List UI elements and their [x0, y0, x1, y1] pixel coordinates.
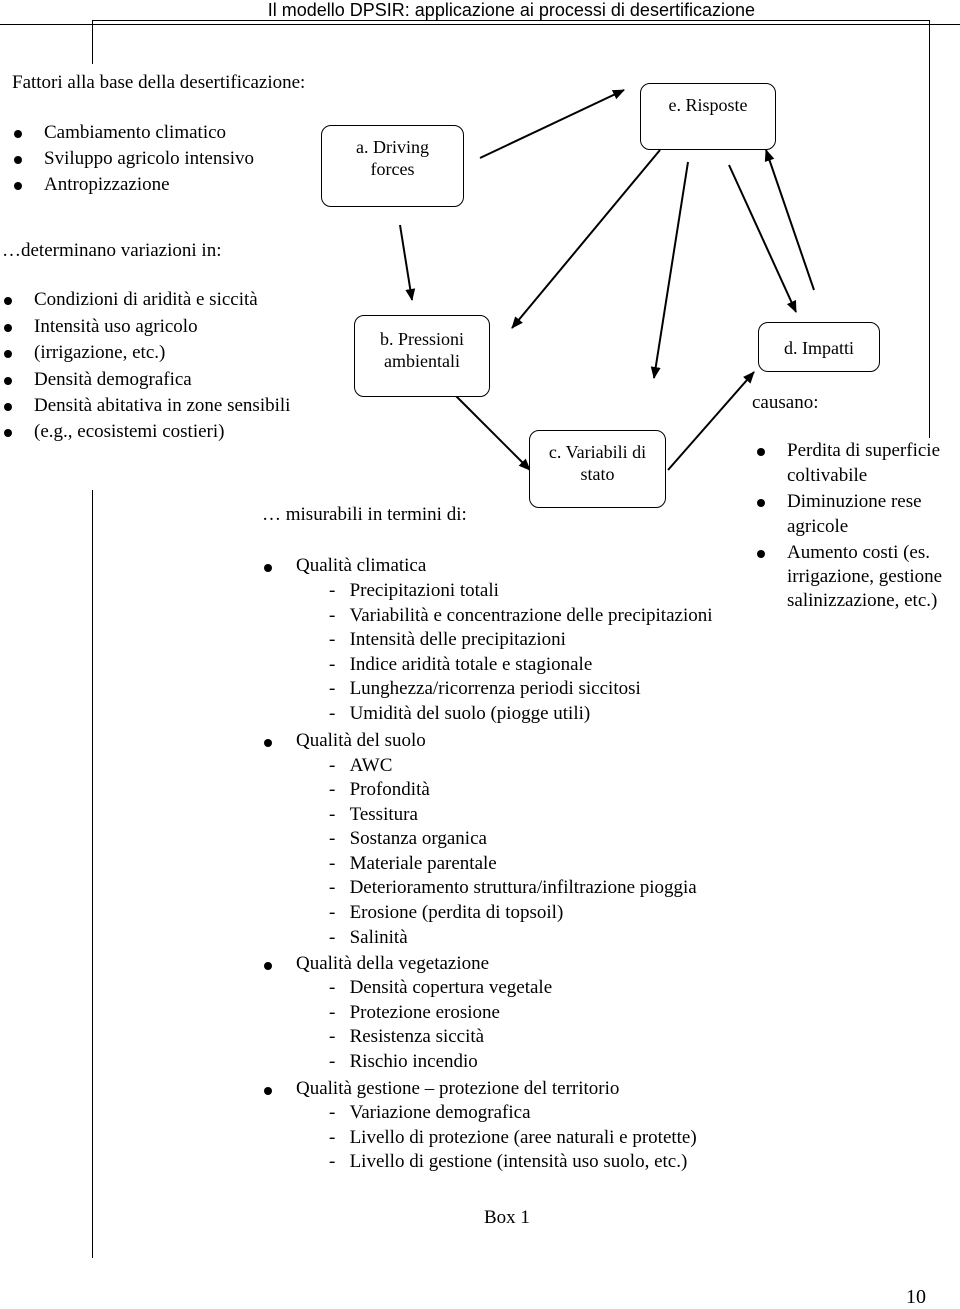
impacts-heading: causano: — [752, 392, 819, 413]
bullet-icon — [4, 377, 12, 385]
measure-item-text: Umidità del suolo (piogge utili) — [349, 703, 591, 724]
arrow-e-to-c — [654, 162, 688, 378]
box-a-line2: forces — [370, 159, 415, 179]
impact-item: Perdita di superficie — [787, 440, 941, 461]
bullet-icon — [264, 962, 272, 970]
page-header-title: Il modello DPSIR: applicazione ai processi di desertificazione — [267, 0, 755, 20]
measure-group-title: Qualità climatica — [296, 555, 427, 576]
measure-group-title: Qualità della vegetazione — [296, 953, 490, 974]
measure-item-text: Tessitura — [349, 804, 418, 825]
factor-item: Antropizzazione — [44, 174, 170, 195]
variation-item: (e.g., ecosistemi costieri) — [34, 421, 225, 442]
box-variabili-stato — [529, 430, 666, 508]
bullet-icon — [4, 350, 12, 358]
bullet-icon — [4, 324, 12, 332]
box-b-line2: ambientali — [384, 351, 460, 371]
variation-item: Intensità uso agricolo — [34, 316, 198, 337]
measure-item: - Variabilità e concentrazione delle precipitazioni — [329, 605, 713, 626]
bullet-icon — [4, 297, 12, 305]
measure-item-text: Densità copertura vegetale — [349, 977, 553, 998]
arrow-e-to-d — [729, 165, 796, 312]
arrow-c-to-d — [668, 372, 754, 470]
variation-item: (irrigazione, etc.) — [34, 342, 166, 363]
measure-item: - Livello di gestione (intensità uso suolo, etc.) — [329, 1151, 688, 1172]
box-c-line1: c. Variabili di — [548, 442, 647, 462]
measure-item-text: Precipitazioni totali — [349, 580, 499, 601]
impact-item: salinizzazione, etc.) — [787, 590, 938, 611]
measure-item-text: Indice aridità totale e stagionale — [349, 654, 593, 675]
arrow-a-to-b — [400, 225, 412, 300]
measure-item-text: Salinità — [349, 927, 408, 948]
box-a-line1: a. Driving — [356, 137, 429, 157]
variation-item: Densità demografica — [34, 369, 192, 390]
bullet-icon — [757, 448, 765, 456]
arrow-d-to-e — [766, 150, 814, 290]
measure-item: - Profondità — [329, 779, 430, 800]
factors-heading: Fattori alla base della desertificazione: — [12, 72, 306, 93]
measure-item-text: Variabilità e concentrazione delle precipitazioni — [349, 605, 713, 626]
bullet-icon — [14, 130, 22, 138]
measure-item-text: Livello di gestione (intensità uso suolo, etc.) — [349, 1151, 688, 1172]
measure-item: - Deterioramento struttura/infiltrazione pioggia — [329, 877, 697, 898]
arrow-a-to-e — [480, 90, 624, 158]
measure-item-text: Rischio incendio — [349, 1051, 478, 1072]
measure-item-text: Resistenza siccità — [349, 1026, 485, 1047]
measure-item-text: Erosione (perdita di topsoil) — [349, 902, 564, 923]
measures-heading: … misurabili in termini di: — [262, 504, 467, 525]
arrow-e-to-b — [512, 150, 660, 328]
bullet-icon — [264, 739, 272, 747]
measure-item-text: Deterioramento struttura/infiltrazione pioggia — [349, 877, 697, 898]
measure-item-text: AWC — [349, 755, 393, 776]
measure-item: - Umidità del suolo (piogge utili) — [329, 703, 591, 724]
measure-item-text: Materiale parentale — [349, 853, 497, 874]
measure-item-text: Intensità delle precipitazioni — [349, 629, 566, 650]
impact-item: agricole — [787, 516, 849, 537]
box-d-line1: d. Impatti — [784, 338, 854, 358]
measure-item: - Intensità delle precipitazioni — [329, 629, 566, 650]
measure-item: - Lunghezza/ricorrenza periodi siccitosi — [329, 678, 641, 699]
measure-item: - Indice aridità totale e stagionale — [329, 654, 593, 675]
factor-item: Sviluppo agricolo intensivo — [44, 148, 255, 169]
measure-item: - Rischio incendio — [329, 1051, 478, 1072]
factor-item: Cambiamento climatico — [44, 122, 227, 143]
measure-item: - Precipitazioni totali — [329, 580, 499, 601]
measure-item-text: Protezione erosione — [349, 1002, 500, 1023]
measure-group-title: Qualità gestione – protezione del territorio — [296, 1078, 620, 1099]
measure-item: - Tessitura — [329, 804, 418, 825]
measure-group-title: Qualità del suolo — [296, 730, 426, 751]
box-risposte — [640, 83, 776, 150]
bullet-icon — [264, 1087, 272, 1095]
measure-item: - Densità copertura vegetale — [329, 977, 553, 998]
box-label: Box 1 — [484, 1207, 530, 1228]
measure-item: - Erosione (perdita di topsoil) — [329, 902, 564, 923]
impact-item: Aumento costi (es. — [787, 542, 931, 563]
bullet-icon — [757, 499, 765, 507]
impact-item: Diminuzione rese — [787, 491, 922, 512]
box-pressioni — [354, 315, 490, 397]
box-c-line2: stato — [580, 464, 615, 484]
measure-item-text: Lunghezza/ricorrenza periodi siccitosi — [349, 678, 641, 699]
arrow-b-to-c — [455, 395, 530, 470]
box-b-line1: b. Pressioni — [379, 329, 464, 349]
measure-item-text: Sostanza organica — [349, 828, 487, 849]
variation-item: Densità abitativa in zone sensibili — [34, 395, 291, 416]
box-driving-forces — [321, 125, 464, 207]
measure-item-text: Variazione demografica — [349, 1102, 531, 1123]
measure-item: - Salinità — [329, 927, 408, 948]
measure-item: - Sostanza organica — [329, 828, 487, 849]
measure-item: - Variazione demografica — [329, 1102, 531, 1123]
measure-item: - AWC — [329, 755, 393, 776]
bullet-icon — [4, 429, 12, 437]
box-e-line1: e. Risposte — [668, 95, 748, 115]
bullet-icon — [264, 564, 272, 572]
bullet-icon — [757, 550, 765, 558]
page-number: 10 — [906, 1286, 926, 1308]
variations-heading: …determinano variazioni in: — [2, 240, 222, 261]
bullet-icon — [4, 403, 12, 411]
measure-item: - Protezione erosione — [329, 1002, 500, 1023]
box-impatti — [758, 322, 880, 372]
measure-item-text: Profondità — [349, 779, 430, 800]
bullet-icon — [14, 182, 22, 190]
variation-item: Condizioni di aridità e siccità — [34, 289, 258, 310]
measure-item-text: Livello di protezione (aree naturali e protette) — [349, 1127, 697, 1148]
impact-item: coltivabile — [787, 465, 868, 486]
measure-item: - Materiale parentale — [329, 853, 497, 874]
bullet-icon — [14, 156, 22, 164]
measure-item: - Livello di protezione (aree naturali e protette) — [329, 1127, 697, 1148]
measure-item: - Resistenza siccità — [329, 1026, 485, 1047]
impact-item: irrigazione, gestione — [787, 566, 943, 587]
